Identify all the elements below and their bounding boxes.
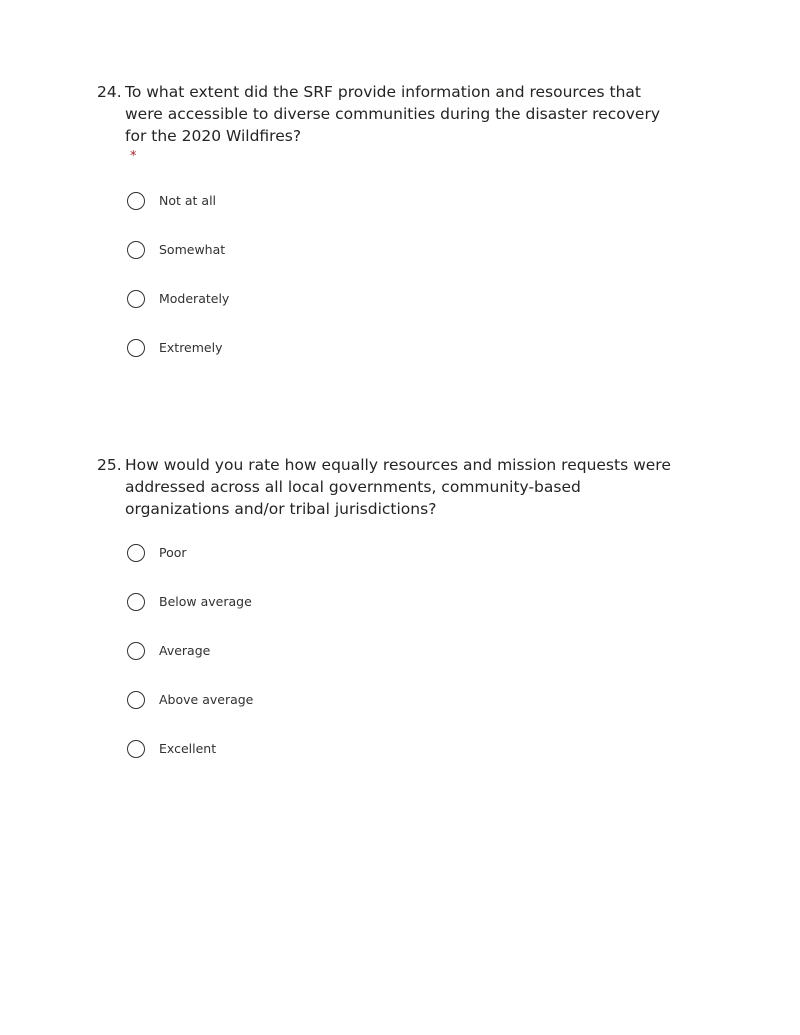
option-label: Extremely [159,340,223,355]
option-above-average[interactable] [127,690,253,710]
option-extremely[interactable] [127,338,223,358]
question-number: 25. [97,456,122,474]
radio-button[interactable] [127,241,145,259]
option-label: Somewhat [159,242,226,257]
option-label: Average [159,643,211,658]
option-label: Excellent [159,741,217,756]
option-label: Poor [159,545,187,560]
option-somewhat[interactable] [127,240,225,260]
option-average[interactable] [127,641,210,661]
radio-button[interactable] [127,339,145,357]
option-below-average[interactable] [127,592,252,612]
radio-button[interactable] [127,544,145,562]
option-label: Above average [159,692,254,707]
radio-button[interactable] [127,642,145,660]
radio-button[interactable] [127,740,145,758]
radio-button[interactable] [127,290,145,308]
question-text: How would you rate how equally resources and mission requests were addressed across all local governments, community-based organizations and/or tribal jurisdictions? [125,456,671,518]
option-not-at-all[interactable] [127,191,216,211]
option-label: Not at all [159,193,217,208]
radio-button[interactable] [127,691,145,709]
question-text: To what extent did the SRF provide information and resources that were accessible to diverse communities during the disaster recovery for the 2020 Wildfires? [125,83,661,145]
option-moderately[interactable] [127,289,229,309]
question-25 [97,454,677,520]
question-24-title [97,81,677,147]
question-25-title [97,454,677,520]
option-label: Below average [159,594,252,609]
option-label: Moderately [159,291,230,306]
required-marker: * [130,149,137,164]
option-excellent[interactable] [127,739,216,759]
question-24 [97,81,677,165]
radio-button[interactable] [127,192,145,210]
question-number: 24. [97,83,122,101]
option-poor[interactable] [127,543,187,563]
radio-button[interactable] [127,593,145,611]
